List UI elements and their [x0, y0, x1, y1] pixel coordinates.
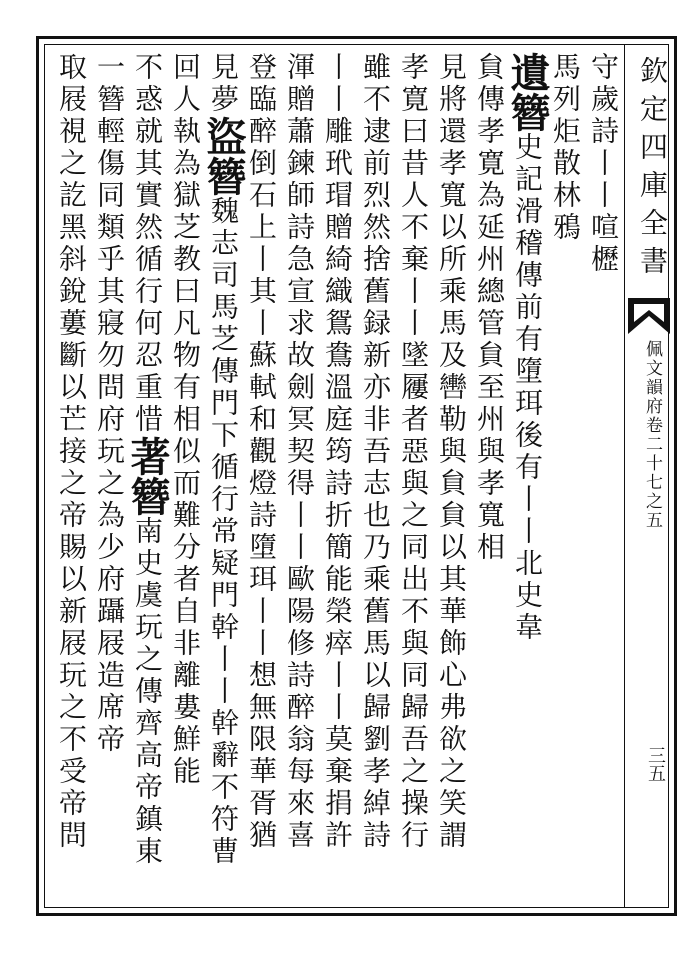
text-column-4: 見將還孝寬以所乘馬及轡勒與貟貟以其華飾心弗欲之笑謂	[435, 52, 468, 852]
heading-wordpair: 盜簪	[200, 116, 247, 196]
page-number: 三五	[645, 746, 666, 782]
book-title: 欽定四庫全書	[636, 56, 669, 284]
text-column-9: 登臨醉倒石上丨其丨蘇軾和觀燈詩墮珥丨丨想無限華胥猶	[245, 52, 278, 852]
text-column-14: 取屐視之訖黑斜銳蔞斷以芒接之帝賜以新屐玩之不受帝問	[55, 52, 88, 852]
text-column-10: 見夢盜簪魏志司馬芝傳門下循行常疑門幹丨丨幹辭不符曹	[200, 52, 247, 868]
text-column-13: 一簪輕傷同類乎其寢勿問府玩之為少府躡屐造席帝	[93, 52, 126, 756]
text-column-11: 回人執為獄芝教曰凡物有相似而難分者自非離婁鮮能	[169, 52, 202, 788]
text-column-5: 孝寛曰昔人不棄丨丨墜屨者惡與之同出不與同歸吾之操行	[397, 52, 430, 852]
margin-divider	[624, 44, 625, 908]
text-column-3b: 貟傳孝寛為延州總管貟至州與孝寬相	[473, 52, 506, 564]
text-column-7: 丨丨雕玳瑁贈綺織鴛鴦溫庭筠詩折簡能榮瘁丨丨莫棄捐許	[321, 52, 354, 852]
heading-wordpair: 著簪	[124, 436, 171, 516]
heading-wordpair: 遺簪	[504, 52, 551, 132]
text-column-1: 守歲詩丨丨喧櫪	[587, 52, 620, 276]
text-column-6: 雖不逮前烈然捨舊録新亦非吾志也乃乘舊馬以歸劉孝綽詩	[359, 52, 392, 852]
text-column-3: 遺簪史記滑稽傳前有墮珥後有丨丨北史韋	[504, 52, 551, 644]
text-column-12: 不惑就其實然循行何忍重惜著簪南史虞玩之傳齊高帝鎮東	[124, 52, 171, 868]
fish-tail-ornament-icon	[626, 296, 672, 336]
text-column-2: 馬列炬散林鴉	[549, 52, 582, 244]
text-column-8: 渾贈蕭鍊師詩急宣求故劍冥契得丨丨歐陽修詩醉翁每來喜	[283, 52, 316, 852]
volume-subtitle: 佩文韻府卷二十七之五	[642, 340, 662, 530]
